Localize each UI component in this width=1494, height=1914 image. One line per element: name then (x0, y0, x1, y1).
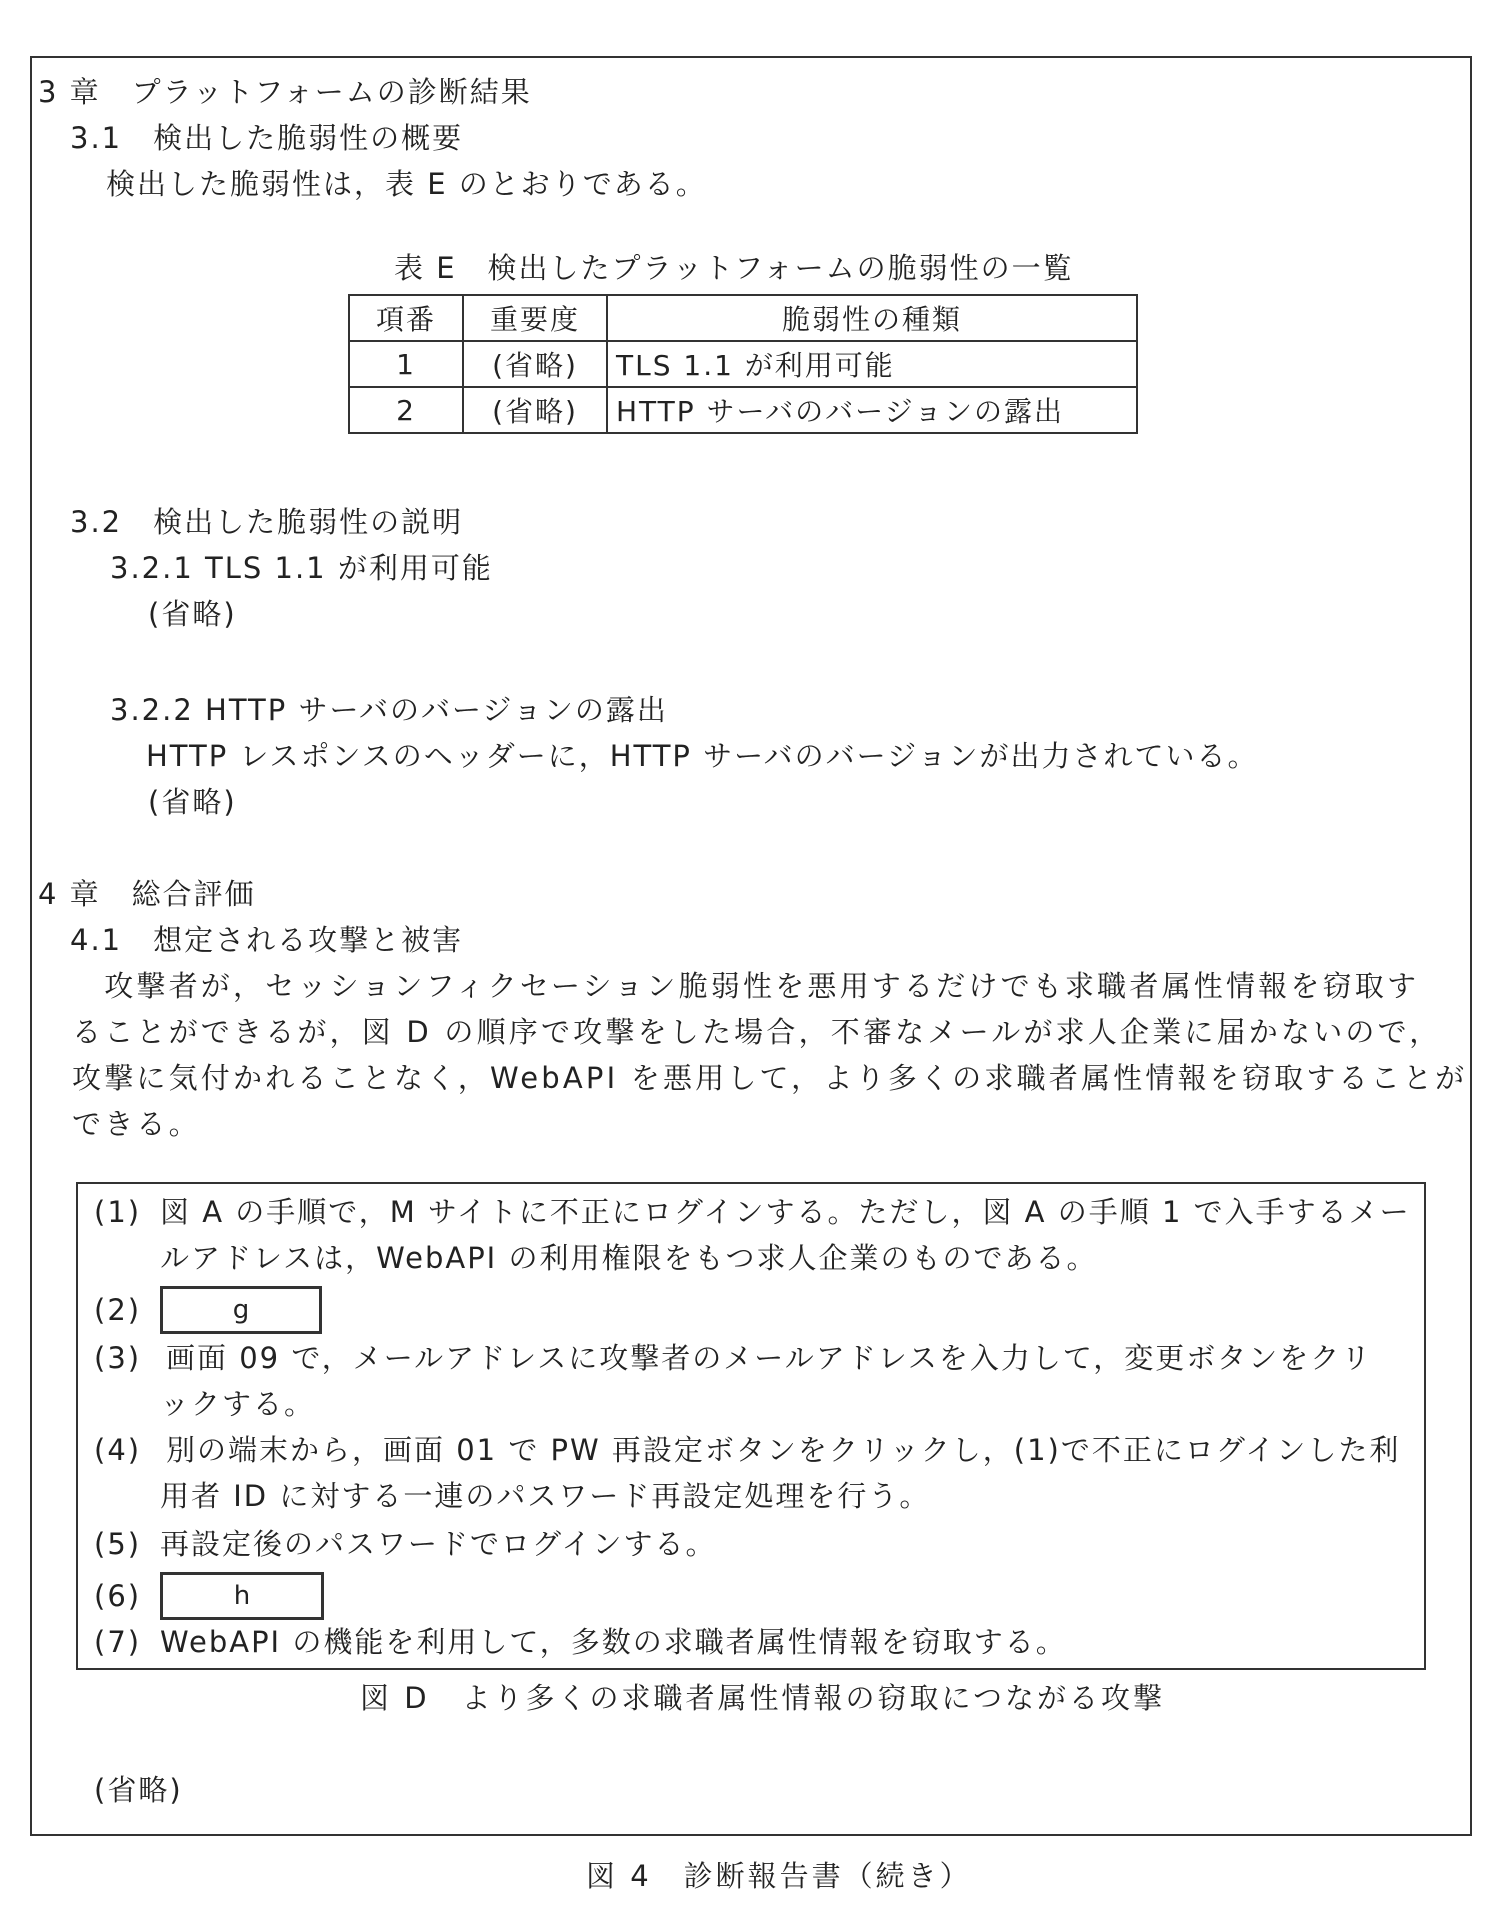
table-header-row (349, 295, 1137, 341)
chapter-4-title: 4 章 総合評価 (38, 877, 256, 911)
step-5-number: (5) (94, 1527, 142, 1561)
table-row (349, 387, 1137, 433)
table-e-caption: 表 E 検出したプラットフォームの脆弱性の一覧 (394, 251, 1074, 285)
step-7-text: WebAPI の機能を利用して，多数の求職者属性情報を窃取する。 (160, 1625, 1067, 1659)
header-vulnerability-type: 脆弱性の種類 (607, 295, 1137, 341)
figure-d-caption: 図 D より多くの求職者属性情報の窃取につながる攻撃 (360, 1681, 1165, 1715)
step-6-number: (6) (94, 1579, 142, 1613)
step-4-number: (4) (94, 1433, 142, 1467)
table-row (349, 341, 1137, 387)
step-2-number: (2) (94, 1293, 142, 1327)
cell-item-no: 1 (349, 341, 463, 387)
section-4-1-title: 4.1 想定される攻撃と被害 (70, 923, 464, 957)
section-3-2-2-title: 3.2.2 HTTP サーバのバージョンの露出 (110, 693, 668, 727)
vulnerability-table (348, 294, 1138, 434)
step-1-number: (1) (94, 1195, 142, 1229)
section-4-1-paragraph-line: 攻撃者が，セッションフィクセーション脆弱性を悪用するだけでも求職者属性情報を窃取す (72, 969, 1420, 1003)
chapter-3-title: 3 章 プラットフォームの診断結果 (38, 75, 532, 109)
section-4-1-paragraph-line: ることができるが，図 D の順序で攻撃をした場合，不審なメールが求人企業に届かないので， (72, 1015, 1442, 1049)
step-1-text-cont: ルアドレスは，WebAPI の利用権限をもつ求人企業のものである。 (160, 1241, 1098, 1275)
step-7-number: (7) (94, 1625, 142, 1659)
chapter-4-omitted: (省略) (94, 1773, 183, 1807)
cell-severity: (省略) (463, 341, 607, 387)
step-3-text-cont: ックする。 (160, 1387, 316, 1421)
section-3-2-2-text: HTTP レスポンスのヘッダーに，HTTP サーバのバージョンが出力されている。 (146, 739, 1259, 773)
cell-item-no: 2 (349, 387, 463, 433)
cell-vulnerability-type: TLS 1.1 が利用可能 (607, 341, 1137, 387)
section-3-2-1-omitted: (省略) (148, 597, 237, 631)
step-4-text: 別の端末から，画面 01 で PW 再設定ボタンをクリックし，(1)で不正にログインした利 (166, 1433, 1401, 1467)
figure-4-caption: 図 4 診断報告書（続き） (586, 1859, 972, 1893)
step-3-text: 画面 09 で，メールアドレスに攻撃者のメールアドレスを入力して，変更ボタンをクリ (166, 1341, 1373, 1375)
header-severity: 重要度 (463, 295, 607, 341)
section-3-1-title: 3.1 検出した脆弱性の概要 (70, 121, 464, 155)
step-4-text-cont: 用者 ID に対する一連のパスワード再設定処理を行う。 (160, 1479, 931, 1513)
section-3-1-text: 検出した脆弱性は，表 E のとおりである。 (106, 167, 707, 201)
blank-h-box: h (160, 1572, 324, 1620)
step-5-text: 再設定後のパスワードでログインする。 (160, 1527, 717, 1561)
section-3-2-2-omitted: (省略) (148, 785, 237, 819)
step-3-number: (3) (94, 1341, 142, 1375)
header-item-no: 項番 (349, 295, 463, 341)
cell-vulnerability-type: HTTP サーバのバージョンの露出 (607, 387, 1137, 433)
section-3-2-title: 3.2 検出した脆弱性の説明 (70, 505, 464, 539)
blank-g-box: g (160, 1286, 322, 1334)
section-4-1-paragraph-line: できる。 (72, 1107, 201, 1141)
step-1-text: 図 A の手順で，M サイトに不正にログインする。ただし，図 A の手順 1 で入手するメー (160, 1195, 1411, 1229)
section-4-1-paragraph-line: 攻撃に気付かれることなく，WebAPI を悪用して，より多くの求職者属性情報を窃取することが (72, 1061, 1468, 1095)
section-3-2-1-title: 3.2.1 TLS 1.1 が利用可能 (110, 551, 493, 585)
cell-severity: (省略) (463, 387, 607, 433)
